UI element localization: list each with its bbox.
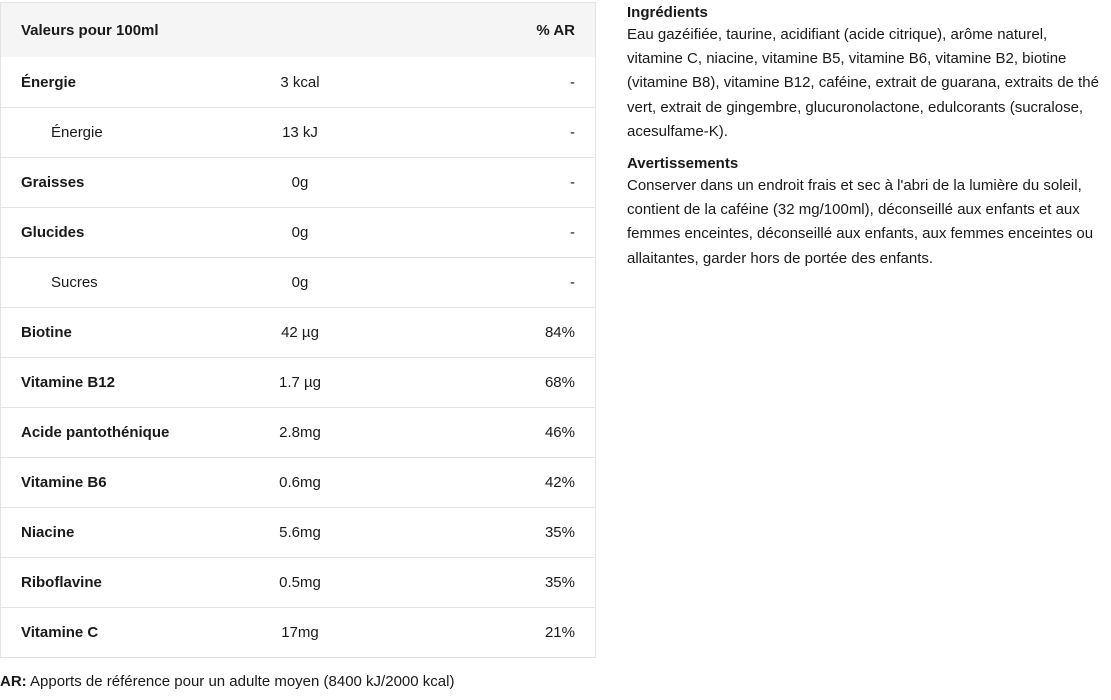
row-name: Énergie	[51, 124, 103, 141]
row-value: 0.6mg	[279, 474, 321, 491]
table-row	[1, 107, 595, 157]
row-name: Vitamine B6	[21, 474, 107, 491]
table-row	[1, 507, 595, 557]
footnote-text: Apports de référence pour un adulte moyen (8400 kJ/2000 kcal)	[26, 673, 455, 690]
footnote	[0, 673, 454, 690]
table-row	[1, 207, 595, 257]
row-ar: 21%	[544, 624, 575, 641]
row-name: Énergie	[21, 73, 77, 91]
row-value: 0.5mg	[279, 574, 321, 591]
row-value: 0g	[291, 174, 309, 191]
row-value: 0g	[291, 274, 309, 291]
table-header-row	[1, 3, 595, 57]
row-name: Vitamine C	[21, 624, 99, 641]
row-value: 5.6mg	[279, 524, 321, 541]
row-name: Vitamine B12	[21, 374, 115, 391]
row-ar: 35%	[544, 524, 575, 541]
row-value: 13 kJ	[282, 124, 318, 141]
warnings-title: Avertissements	[627, 155, 739, 173]
row-name: Glucides	[21, 224, 85, 241]
ingredients-title: Ingrédients	[627, 4, 708, 21]
table-row	[1, 457, 595, 507]
row-ar: 35%	[544, 574, 575, 591]
warnings-text: Conserver dans un endroit frais et sec à l'abri de la lumière du soleil, contient de la caféine (32 mg/100ml), déconseillé aux enfants et aux femmes enceintes, déconseillé aux enfants, aux femmes enceintes ou allaitantes, garder hors de portée des enfants.	[627, 177, 1094, 267]
table-row	[1, 157, 595, 207]
row-ar: 84%	[544, 324, 575, 341]
row-ar: 42%	[544, 474, 575, 491]
footnote-label: AR:	[0, 673, 27, 690]
row-value: 2.8mg	[279, 424, 321, 441]
row-value: 42 µg	[281, 324, 319, 341]
header-name: Valeurs pour 100ml	[21, 21, 159, 39]
row-ar: 46%	[544, 424, 575, 441]
table-row	[1, 407, 595, 457]
row-value: 0g	[291, 224, 309, 241]
ingredients-text: Eau gazéifiée, taurine, acidifiant (acide citrique), arôme naturel, vitamine C, niacine, vitamine B5, vitamine B6, vitamine B2, biotine (vitamine B8), vitamine B12, caféine, extrait de guarana, extraits de thé vert, extrait de gingembre, glucuronolactone, edulcorants (sucralose, acesulfame-K).	[627, 26, 1099, 140]
row-name: Graisses	[21, 174, 85, 191]
row-ar: -	[570, 73, 575, 91]
row-ar: -	[570, 174, 575, 191]
header-ar: % AR	[536, 21, 575, 39]
nutrition-table	[0, 2, 596, 658]
row-name: Biotine	[21, 324, 72, 341]
row-name: Niacine	[21, 524, 75, 541]
row-value: 3 kcal	[280, 73, 320, 91]
row-value: 17mg	[281, 624, 319, 641]
table-row	[1, 257, 595, 307]
row-name: Riboflavine	[21, 574, 102, 591]
table-row	[1, 557, 595, 607]
table-row	[1, 57, 595, 107]
table-row	[1, 357, 595, 407]
row-name: Sucres	[51, 274, 98, 291]
row-name: Acide pantothénique	[21, 424, 170, 441]
row-ar: -	[570, 224, 575, 241]
info-panel	[627, 3, 1105, 281]
table-row	[1, 307, 595, 357]
row-ar: -	[570, 274, 575, 291]
table-row	[1, 607, 595, 657]
row-ar: -	[570, 124, 575, 141]
row-value: 1.7 µg	[278, 374, 321, 391]
row-ar: 68%	[544, 374, 575, 391]
